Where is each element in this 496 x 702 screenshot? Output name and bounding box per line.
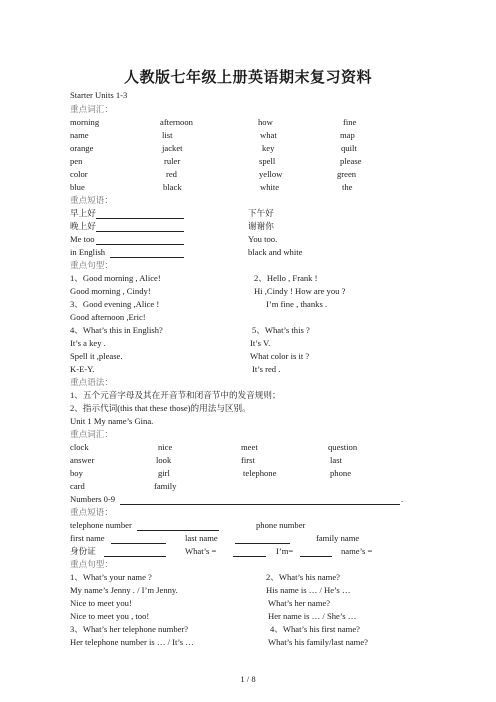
phrase-item: Me too xyxy=(70,234,95,244)
phrase-item: phone number xyxy=(256,520,306,530)
word-cell: name xyxy=(70,130,89,140)
word-cell: fine xyxy=(343,117,357,127)
answer-blank[interactable] xyxy=(233,556,266,557)
phrase-item: last name xyxy=(185,533,218,543)
word-cell: jacket xyxy=(162,143,183,153)
sentence-right: What’s her name? xyxy=(268,598,331,608)
phrase-item: family name xyxy=(316,533,360,543)
word-cell: spell xyxy=(259,156,276,166)
starter-key-sentences-label: 重点句型： xyxy=(70,260,113,270)
word-cell: black xyxy=(163,182,182,192)
answer-blank[interactable] xyxy=(300,556,332,557)
sentence-right: 4、What’s his first name? xyxy=(270,624,360,634)
sentence-left: Her telephone number is … / It’s … xyxy=(70,637,194,647)
sentence-left: Good morning , Cindy! xyxy=(70,286,151,296)
phrase-item: What’s = xyxy=(185,546,217,556)
word-cell: boy xyxy=(70,468,83,478)
sentence-right: 2、Hello , Frank ! xyxy=(254,273,318,283)
unit1-key-phrases-label: 重点短语： xyxy=(70,507,113,517)
grammar-item: 1、五个元音字母及其在开音节和闭音节中的发音规则； xyxy=(70,390,281,400)
word-cell: girl xyxy=(158,468,170,478)
answer-blank[interactable] xyxy=(110,257,184,258)
answer-blank[interactable] xyxy=(104,556,166,557)
phrase-item: name’s = xyxy=(341,546,373,556)
document-title: 人教版七年级上册英语期末复习资料 xyxy=(123,70,372,86)
grammar-item: 2、指示代词(this that these those)的用法与区别。 xyxy=(70,403,251,413)
word-cell: what xyxy=(260,130,277,140)
word-cell: the xyxy=(342,182,353,192)
word-cell: first xyxy=(241,455,255,465)
sentence-left: Nice to meet you , too! xyxy=(70,611,150,621)
word-cell: how xyxy=(258,117,273,127)
numbers-label: Numbers 0-9 xyxy=(70,494,116,504)
starter-key-grammar-label: 重点语法： xyxy=(70,377,113,387)
word-cell: pen xyxy=(70,156,83,166)
word-cell: map xyxy=(340,130,355,140)
word-cell: green xyxy=(337,169,357,179)
starter-key-words-label: 重点词汇： xyxy=(70,104,113,114)
word-cell: list xyxy=(162,130,173,140)
starter-key-phrases-label: 重点短语： xyxy=(70,195,113,205)
sentence-right: It’s V. xyxy=(250,338,271,348)
word-cell: blue xyxy=(70,182,85,192)
word-cell: afternoon xyxy=(160,117,193,127)
page-number: 1 / 8 xyxy=(240,674,256,684)
sentence-right: I’m fine , thanks . xyxy=(266,299,328,309)
word-cell: please xyxy=(340,156,362,166)
numbers-answer-blank[interactable] xyxy=(120,504,400,505)
answer-blank[interactable] xyxy=(96,244,184,245)
sentence-left: 1、What’s your name ? xyxy=(70,572,152,582)
word-cell: last xyxy=(330,455,342,465)
sentence-left: Spell it ,please. xyxy=(70,351,123,361)
word-cell: red xyxy=(166,169,177,179)
starter-units-header: Starter Units 1-3 xyxy=(70,90,128,100)
phrase-item: 身份证 xyxy=(70,546,96,556)
sentence-left: 3、What’s her telephone number? xyxy=(70,624,189,634)
word-cell: color xyxy=(70,169,88,179)
answer-blank[interactable] xyxy=(235,543,290,544)
unit1-key-words-label: 重点词汇： xyxy=(70,429,113,439)
phrase-item: 早上好 xyxy=(70,208,96,218)
sentence-left: Nice to meet you! xyxy=(70,598,132,608)
word-cell: yellow xyxy=(259,169,283,179)
sentence-left: 4、What’s this in English? xyxy=(70,325,163,335)
phrase-item: 晚上好 xyxy=(70,221,96,231)
answer-blank[interactable] xyxy=(111,543,166,544)
phrase-item: telephone number xyxy=(70,520,132,530)
word-cell: phone xyxy=(330,468,352,478)
sentence-left: My name’s Jenny . / I’m Jenny. xyxy=(70,585,178,595)
phrase-item: I’m= xyxy=(276,546,294,556)
word-cell: look xyxy=(156,455,172,465)
word-cell: card xyxy=(70,481,85,491)
word-cell: morning xyxy=(70,117,100,127)
sentence-left: Good afternoon ,Eric! xyxy=(70,312,146,322)
sentence-right: Hi ,Cindy ! How are you ? xyxy=(254,286,346,296)
answer-blank[interactable] xyxy=(96,231,184,232)
phrase-item: 下午好 xyxy=(248,208,274,218)
word-cell: clock xyxy=(70,442,89,452)
sentence-left: 1、Good morning , Alice! xyxy=(70,273,161,283)
answer-blank[interactable] xyxy=(96,218,184,219)
sentence-right: 5、What’s this ? xyxy=(252,325,310,335)
word-cell: orange xyxy=(70,143,94,153)
period-mark: . xyxy=(401,494,404,504)
word-cell: meet xyxy=(241,442,258,452)
sentence-right: His name is … / He’s … xyxy=(266,585,351,595)
unit1-key-sentences-label: 重点句型： xyxy=(70,559,113,569)
word-cell: answer xyxy=(70,455,95,465)
sentence-right: What color is it ? xyxy=(250,351,310,361)
sentence-right: 2、What’s his name? xyxy=(266,572,340,582)
word-cell: telephone xyxy=(243,468,277,478)
word-cell: nice xyxy=(158,442,173,452)
unit1-header: Unit 1 My name’s Gina. xyxy=(70,416,154,426)
sentence-left: It’s a key . xyxy=(70,338,106,348)
phrase-item: You too. xyxy=(248,234,278,244)
word-cell: family xyxy=(154,481,177,491)
phrase-item: 谢谢你 xyxy=(248,221,274,231)
phrase-item: first name xyxy=(70,533,105,543)
word-cell: question xyxy=(328,442,358,452)
sentence-right: It’s red . xyxy=(252,364,281,374)
word-cell: white xyxy=(260,182,280,192)
sentence-left: 3、Good evening ,Alice ! xyxy=(70,299,160,309)
word-cell: ruler xyxy=(164,156,181,166)
phrase-item: black and white xyxy=(248,247,303,257)
sentence-left: K-E-Y. xyxy=(70,364,95,374)
sentence-right: Her name is … / She’s … xyxy=(268,611,357,621)
phrase-item: in English xyxy=(70,247,106,257)
sentence-right: What’s his family/last name? xyxy=(268,637,368,647)
word-cell: quilt xyxy=(341,143,357,153)
answer-blank[interactable] xyxy=(137,530,219,531)
word-cell: key xyxy=(262,143,275,153)
